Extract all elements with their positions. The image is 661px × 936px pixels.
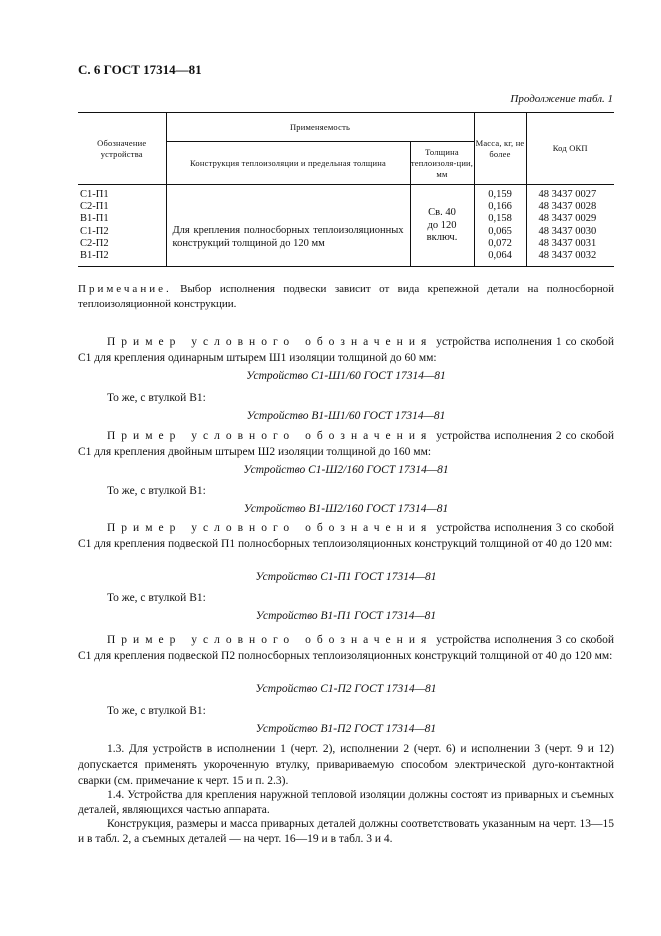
page-header: С. 6 ГОСТ 17314—81 <box>78 62 202 77</box>
example-1-paragraph <box>78 335 614 366</box>
example-text: устройства исполнения 3 со скобой С1 для крепления подвеской П2 полносборных теплоизоляционных конструкций толщиной от 40 до 120 мм: <box>78 634 614 662</box>
example-2-paragraph <box>78 429 614 460</box>
example-text: устройства исполнения 2 со скобой С1 для крепления двойным штырем Ш2 изоляции толщиной до 160 мм: <box>78 430 614 458</box>
thickness-line: включ. <box>426 231 458 243</box>
note-label: Примечание. <box>78 283 172 295</box>
example-text: устройства исполнения 3 со скобой С1 для крепления подвеской П1 полносборных теплоизоляционных конструкций толщиной от 40 до 120 мм: <box>78 522 614 550</box>
designation-example: Устройство С1-П2 ГОСТ 17314—81 <box>255 683 437 695</box>
col-header-mass: Масса, кг, не более <box>474 113 526 185</box>
designation-example: Устройство В1-Ш1/60 ГОСТ 17314—81 <box>246 410 446 422</box>
table-continuation-label: Продолжение табл. 1 <box>510 93 613 105</box>
col-header-construction: Конструкция теплоизоляции и предельная толщина <box>166 142 410 185</box>
designation-example: Устройство С1-Ш1/60 ГОСТ 17314—81 <box>246 370 446 382</box>
mass-value: 0,064 <box>488 250 512 262</box>
okp-code: 48 3437 0029 <box>538 213 597 225</box>
okp-code: 48 3437 0027 <box>538 189 597 200</box>
col-header-thickness: Толщина теплоизоля-ции, мм <box>410 142 474 185</box>
designation-item: С2-П2 <box>80 237 109 249</box>
designation-item: В1-П2 <box>80 250 109 262</box>
clause-1-4: 1.4. Устройства для крепления наружной тепловой изоляции должны состоят из приварных и съемных деталей, являющихся частью аппарата. <box>78 789 614 816</box>
designation-item: С1-П1 <box>80 189 109 200</box>
example-label: Пример условного обозначения <box>107 522 433 534</box>
col-header-designation: Обозначение устройства <box>78 113 166 185</box>
example-text: устройства исполнения 1 со скобой С1 для крепления одинарным штырем Ш1 изоляции толщиной до 60 мм: <box>78 336 614 364</box>
designation-item: С1-П2 <box>80 225 109 237</box>
okp-code: 48 3437 0031 <box>538 237 597 249</box>
okp-cell <box>526 185 614 267</box>
same-with-bushing: То же, с втулкой В1: <box>107 392 206 404</box>
designation-example: Устройство С1-П1 ГОСТ 17314—81 <box>255 571 437 583</box>
mass-value: 0,072 <box>488 237 512 249</box>
example-label: Пример условного обозначения <box>107 430 433 442</box>
thickness-cell <box>410 185 474 267</box>
devices-table <box>78 112 614 267</box>
mass-value: 0,065 <box>488 225 512 237</box>
same-with-bushing: То же, с втулкой В1: <box>107 705 206 717</box>
designation-cell <box>78 185 166 267</box>
example-label: Пример условного обозначения <box>107 634 433 646</box>
col-header-okp: Код ОКП <box>526 113 614 185</box>
same-with-bushing: То же, с втулкой В1: <box>107 485 206 497</box>
note-text: Выбор исполнения подвески зависит от вида крепежной детали на полносборной теплоизоляционной конструкции. <box>78 283 615 310</box>
designation-example: Устройство В1-Ш2/160 ГОСТ 17314—81 <box>243 503 449 515</box>
construction-cell: Для крепления полносборных теплоизоляционных конструкций толщиной до 120 мм <box>166 185 410 267</box>
clause-1-4-continued: Конструкция, размеры и масса приварных деталей должны соответствовать указанным на черт. 13—15 и в табл. 2, а съемных деталей — на черт. 16—19 и в табл. 3 и 4. <box>78 818 614 845</box>
designation-example: Устройство В1-П2 ГОСТ 17314—81 <box>255 723 437 735</box>
example-3-paragraph <box>78 521 614 552</box>
thickness-line: до 120 <box>427 219 457 231</box>
thickness-line: Св. 40 <box>428 207 456 219</box>
mass-cell <box>474 185 526 267</box>
example-4-paragraph <box>78 633 614 664</box>
okp-code: 48 3437 0030 <box>538 225 597 237</box>
designation-item: С2-П1 <box>80 201 109 213</box>
example-label: Пример условного обозначения <box>107 336 433 348</box>
designation-example: Устройство В1-П1 ГОСТ 17314—81 <box>255 610 437 622</box>
mass-value: 0,158 <box>488 213 512 225</box>
mass-value: 0,159 <box>488 189 512 200</box>
designation-example: Устройство С1-Ш2/160 ГОСТ 17314—81 <box>243 464 449 476</box>
same-with-bushing: То же, с втулкой В1: <box>107 592 206 604</box>
clause-1-3: 1.3. Для устройств в исполнении 1 (черт. 2), исполнении 2 (черт. 6) и исполнении 3 (черт. 9 и 12) допускается применять укороченную втулку, привариваемую способом электрической дуго-контактной сварки (см. примечание к черт. 15 и п. 2.3). <box>78 743 614 787</box>
table-note <box>78 282 614 312</box>
okp-code: 48 3437 0028 <box>538 201 597 213</box>
col-header-applicability: Применяемость <box>166 113 474 142</box>
designation-item: В1-П1 <box>80 213 109 225</box>
mass-value: 0,166 <box>488 201 512 213</box>
okp-code: 48 3437 0032 <box>538 250 597 262</box>
